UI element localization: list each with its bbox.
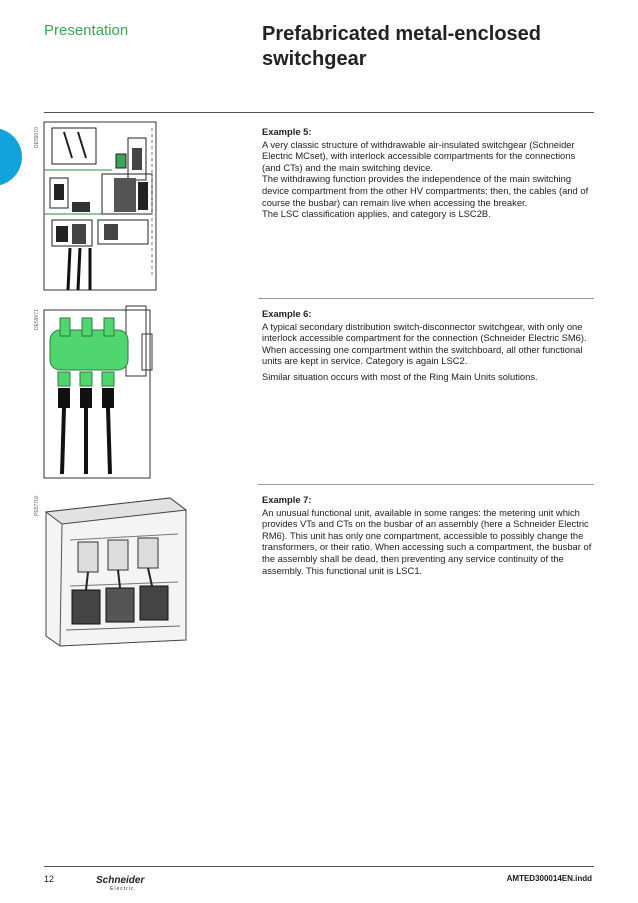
logo-brand: Schneider <box>96 875 145 886</box>
logo-subtitle: Electric <box>110 886 135 892</box>
example-divider <box>258 484 594 485</box>
footer-divider <box>44 866 594 867</box>
mcset-switchgear-diagram <box>42 118 160 294</box>
sm6-switchgear-diagram <box>42 302 160 480</box>
example-heading: Example 7: <box>262 494 312 505</box>
figure-code: DE59070 <box>34 127 40 148</box>
example-paragraph: When accessing one compartment within the switchboard, all other functional units are kept in service. Category is again LSC2. <box>262 343 583 367</box>
figure-code: DE59071 <box>34 309 40 330</box>
section-label: Presentation <box>44 22 129 39</box>
example-7 <box>262 494 592 576</box>
example-paragraph: A very classic structure of withdrawable air-insulated switchgear (Schneider Electric MCset), with interlock accessible compartments for the connections (and CTs) and the main switching device. <box>262 138 576 173</box>
rm6-metering-unit-photo <box>40 490 190 650</box>
schneider-logo <box>96 870 144 892</box>
header-divider <box>44 112 594 113</box>
example-paragraph: The withdrawing function provides the independence of the main switching device compartment from the other HV compartments; then, the cables (and of course the busbar) can remain live when accessing the breaker. <box>262 173 589 208</box>
example-divider <box>258 298 594 299</box>
page-number: 12 <box>44 874 55 884</box>
example-heading: Example 6: <box>262 308 312 319</box>
example-5 <box>262 126 592 220</box>
example-paragraph: A typical secondary distribution switch-disconnector switchgear, with only one interlock accessible compartment for the connection (Schneider Electric SM6). <box>262 320 587 344</box>
example-paragraph: The LSC classification applies, and category is LSC2B. <box>262 208 491 220</box>
file-name: AMTED300014EN.indd <box>506 874 592 883</box>
example-heading: Example 5: <box>262 126 312 137</box>
example-paragraph: An unusual functional unit, available in some ranges: the metering unit which provides VTs and CTs on the busbar of an assembly (here a Schneider Electric RM6). This unit has only one compartment, accessible to possibly change the transformers, or their ratio. When accessing such a compartment, the busbar of the assembly shall be dead, then preventing any service continuity of the assembly. This functional unit is LSC1. <box>262 506 592 576</box>
figure-code: PE57702 <box>34 495 40 516</box>
example-paragraph: Similar situation occurs with most of the Ring Main Units solutions. <box>262 370 538 382</box>
side-tab-marker <box>0 128 22 186</box>
page-title: Prefabricated metal-enclosed switchgear <box>262 23 541 70</box>
example-6 <box>262 308 592 383</box>
